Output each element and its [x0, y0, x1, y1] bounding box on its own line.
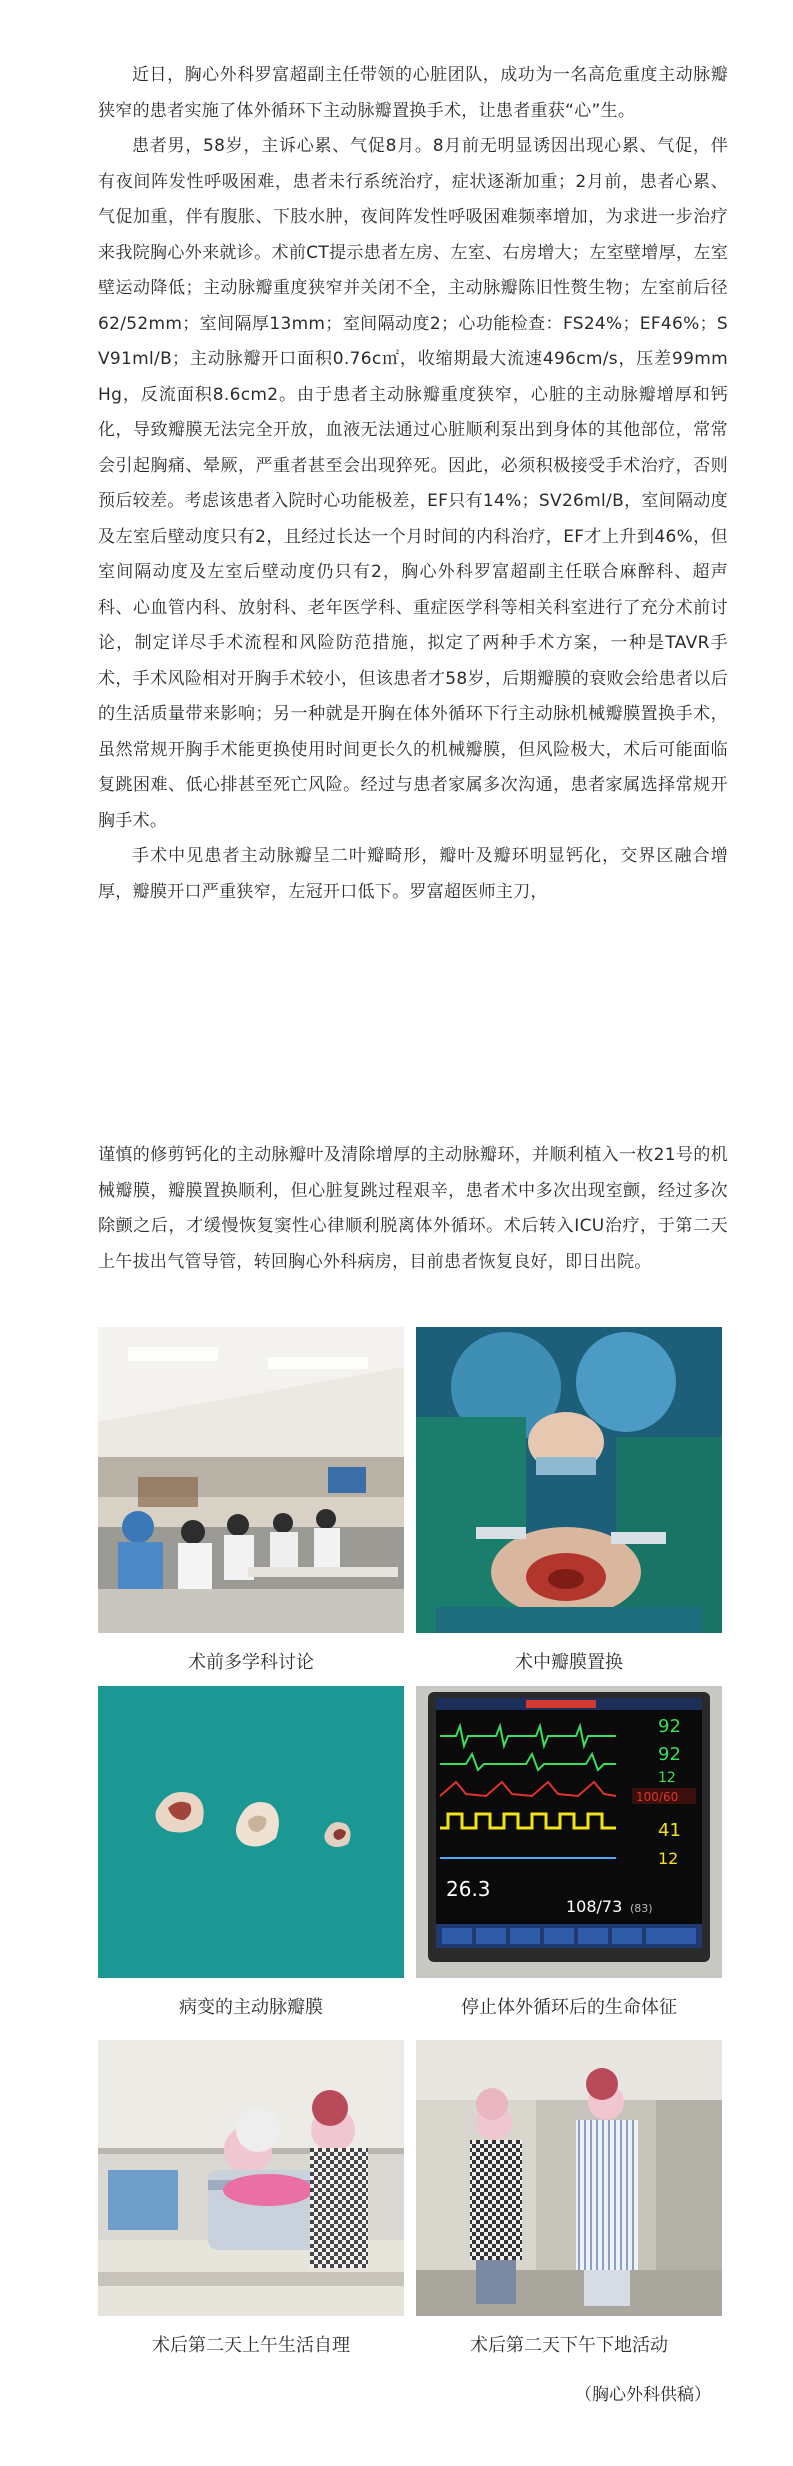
monitor-etco2-readout: 41 [658, 1820, 681, 1841]
monitor-nibp-mean-readout: (83) [630, 1902, 653, 1915]
article-paragraph-outcome: 谨慎的修剪钙化的主动脉瓣叶及清除增厚的主动脉瓣环，并顺利植入一枚21号的机械瓣膜，瓣膜置换顺利，但心脏复跳过程艰辛，患者术中多次出现室颤，经过多次除颤之后，才缓慢恢复窦性心律顺利脱离体外循环。术后转入ICU治疗，于第二天上午拔出气管导管，转回胸心外科病房，目前患者恢复良好，即日出院。 [98, 1145, 728, 1272]
photo-diseased-aortic-valve [98, 1686, 404, 1978]
photo-postop-self-care [98, 2040, 404, 2316]
caption-postop-walking: 术后第二天下午下地活动 [470, 2335, 668, 2356]
article-credit: （胸心外科供稿） [575, 2385, 711, 2405]
caption-vital-signs-monitor: 停止体外循环后的生命体征 [461, 1997, 677, 2018]
photo-preop-discussion [98, 1327, 404, 1633]
monitor-nibp-readout: 108/73 [566, 1897, 623, 1916]
article-paragraph-case: 患者男，58岁，主诉心累、气促8月。8月前无明显诱因出现心累、气促，伴有夜间阵发性呼吸困难，患者未行系统治疗，症状逐渐加重；2月前，患者心累、气促加重，伴有腹胀、下肢水肿，夜间阵发性呼吸困难频率增加，为求进一步治疗来我院胸心外来就诊。术前CT提示患者左房、左室、右房增大；左室壁增厚，左室壁运动降低；主动脉瓣重度狭窄并关闭不全，主动脉瓣陈旧性赘生物；左室前后径62/52mm；室间隔厚13mm；室间隔动度2；心功能检查：FS24%；EF46%；SV91ml/B；主动脉瓣开口面积0.76c㎡，收缩期最大流速496cm/s，压差99mmHg，反流面积8.6cm2。由于患者主动脉瓣重度狭窄，心脏的主动脉瓣增厚和钙化，导致瓣膜无法完全开放，血液无法通过心脏顺利泵出到身体的其他部位，常常会引起胸痛、晕厥，严重者甚至会出现猝死。因此，必须积极接受手术治疗，否则预后较差。考虑该患者入院时心功能极差，EF只有14%；SV26ml/B，室间隔动度及左室后壁动度只有2，且经过长达一个月时间的内科治疗，EF才上升到46%，但室间隔动度及左室后壁动度仍只有2，胸心外科罗富超副主任联合麻醉科、超声科、心血管内科、放射科、老年医学科、重症医学科等相关科室进行了充分术前讨论，制定详尽手术流程和风险防范措施，拟定了两种手术方案，一种是TAVR手术，手术风险相对开胸手术较小，但该患者才58岁，后期瓣膜的衰败会给患者以后的生活质量带来影响；另一种就是开胸在体外循环下行主动脉机械瓣膜置换手术，虽然常规开胸手术能更换使用时间更长久的机械瓣膜，但风险极大，术后可能面临复跳困难、低心排甚至死亡风险。经过与患者家属多次沟通，患者家属选择常规开胸手术。 [98, 136, 728, 831]
monitor-bp-readout: 100/60 [636, 1790, 679, 1804]
monitor-hr-readout: 92 [658, 1716, 681, 1737]
monitor-rr-readout: 12 [658, 1849, 679, 1868]
monitor-spo2-readout: 92 [658, 1744, 681, 1765]
caption-postop-self-care: 术后第二天上午生活自理 [152, 2335, 350, 2356]
photo-intraop-valve-replacement [416, 1327, 722, 1633]
caption-intraop-valve-replacement: 术中瓣膜置换 [515, 1652, 623, 1673]
article-paragraph-intro: 近日，胸心外科罗富超副主任带领的心脏团队，成功为一名高危重度主动脉瓣狭窄的患者实施了体外循环下主动脉瓣置换手术，让患者重获“心”生。 [98, 65, 728, 121]
article-paragraph-surgery: 手术中见患者主动脉瓣呈二叶瓣畸形，瓣叶及瓣环明显钙化，交界区融合增厚，瓣膜开口严重狭窄，左冠开口低下。罗富超医师主刀， [98, 846, 728, 902]
photo-postop-walking [416, 2040, 722, 2316]
monitor-temp-readout: 26.3 [446, 1877, 491, 1901]
monitor-pr-readout: 12 [658, 1770, 676, 1786]
photo-vital-signs-monitor [416, 1686, 722, 1978]
article-body [98, 58, 728, 910]
article-body-continued [98, 1138, 728, 1280]
caption-diseased-aortic-valve: 病变的主动脉瓣膜 [179, 1997, 323, 2018]
caption-preop-discussion: 术前多学科讨论 [188, 1652, 314, 1673]
